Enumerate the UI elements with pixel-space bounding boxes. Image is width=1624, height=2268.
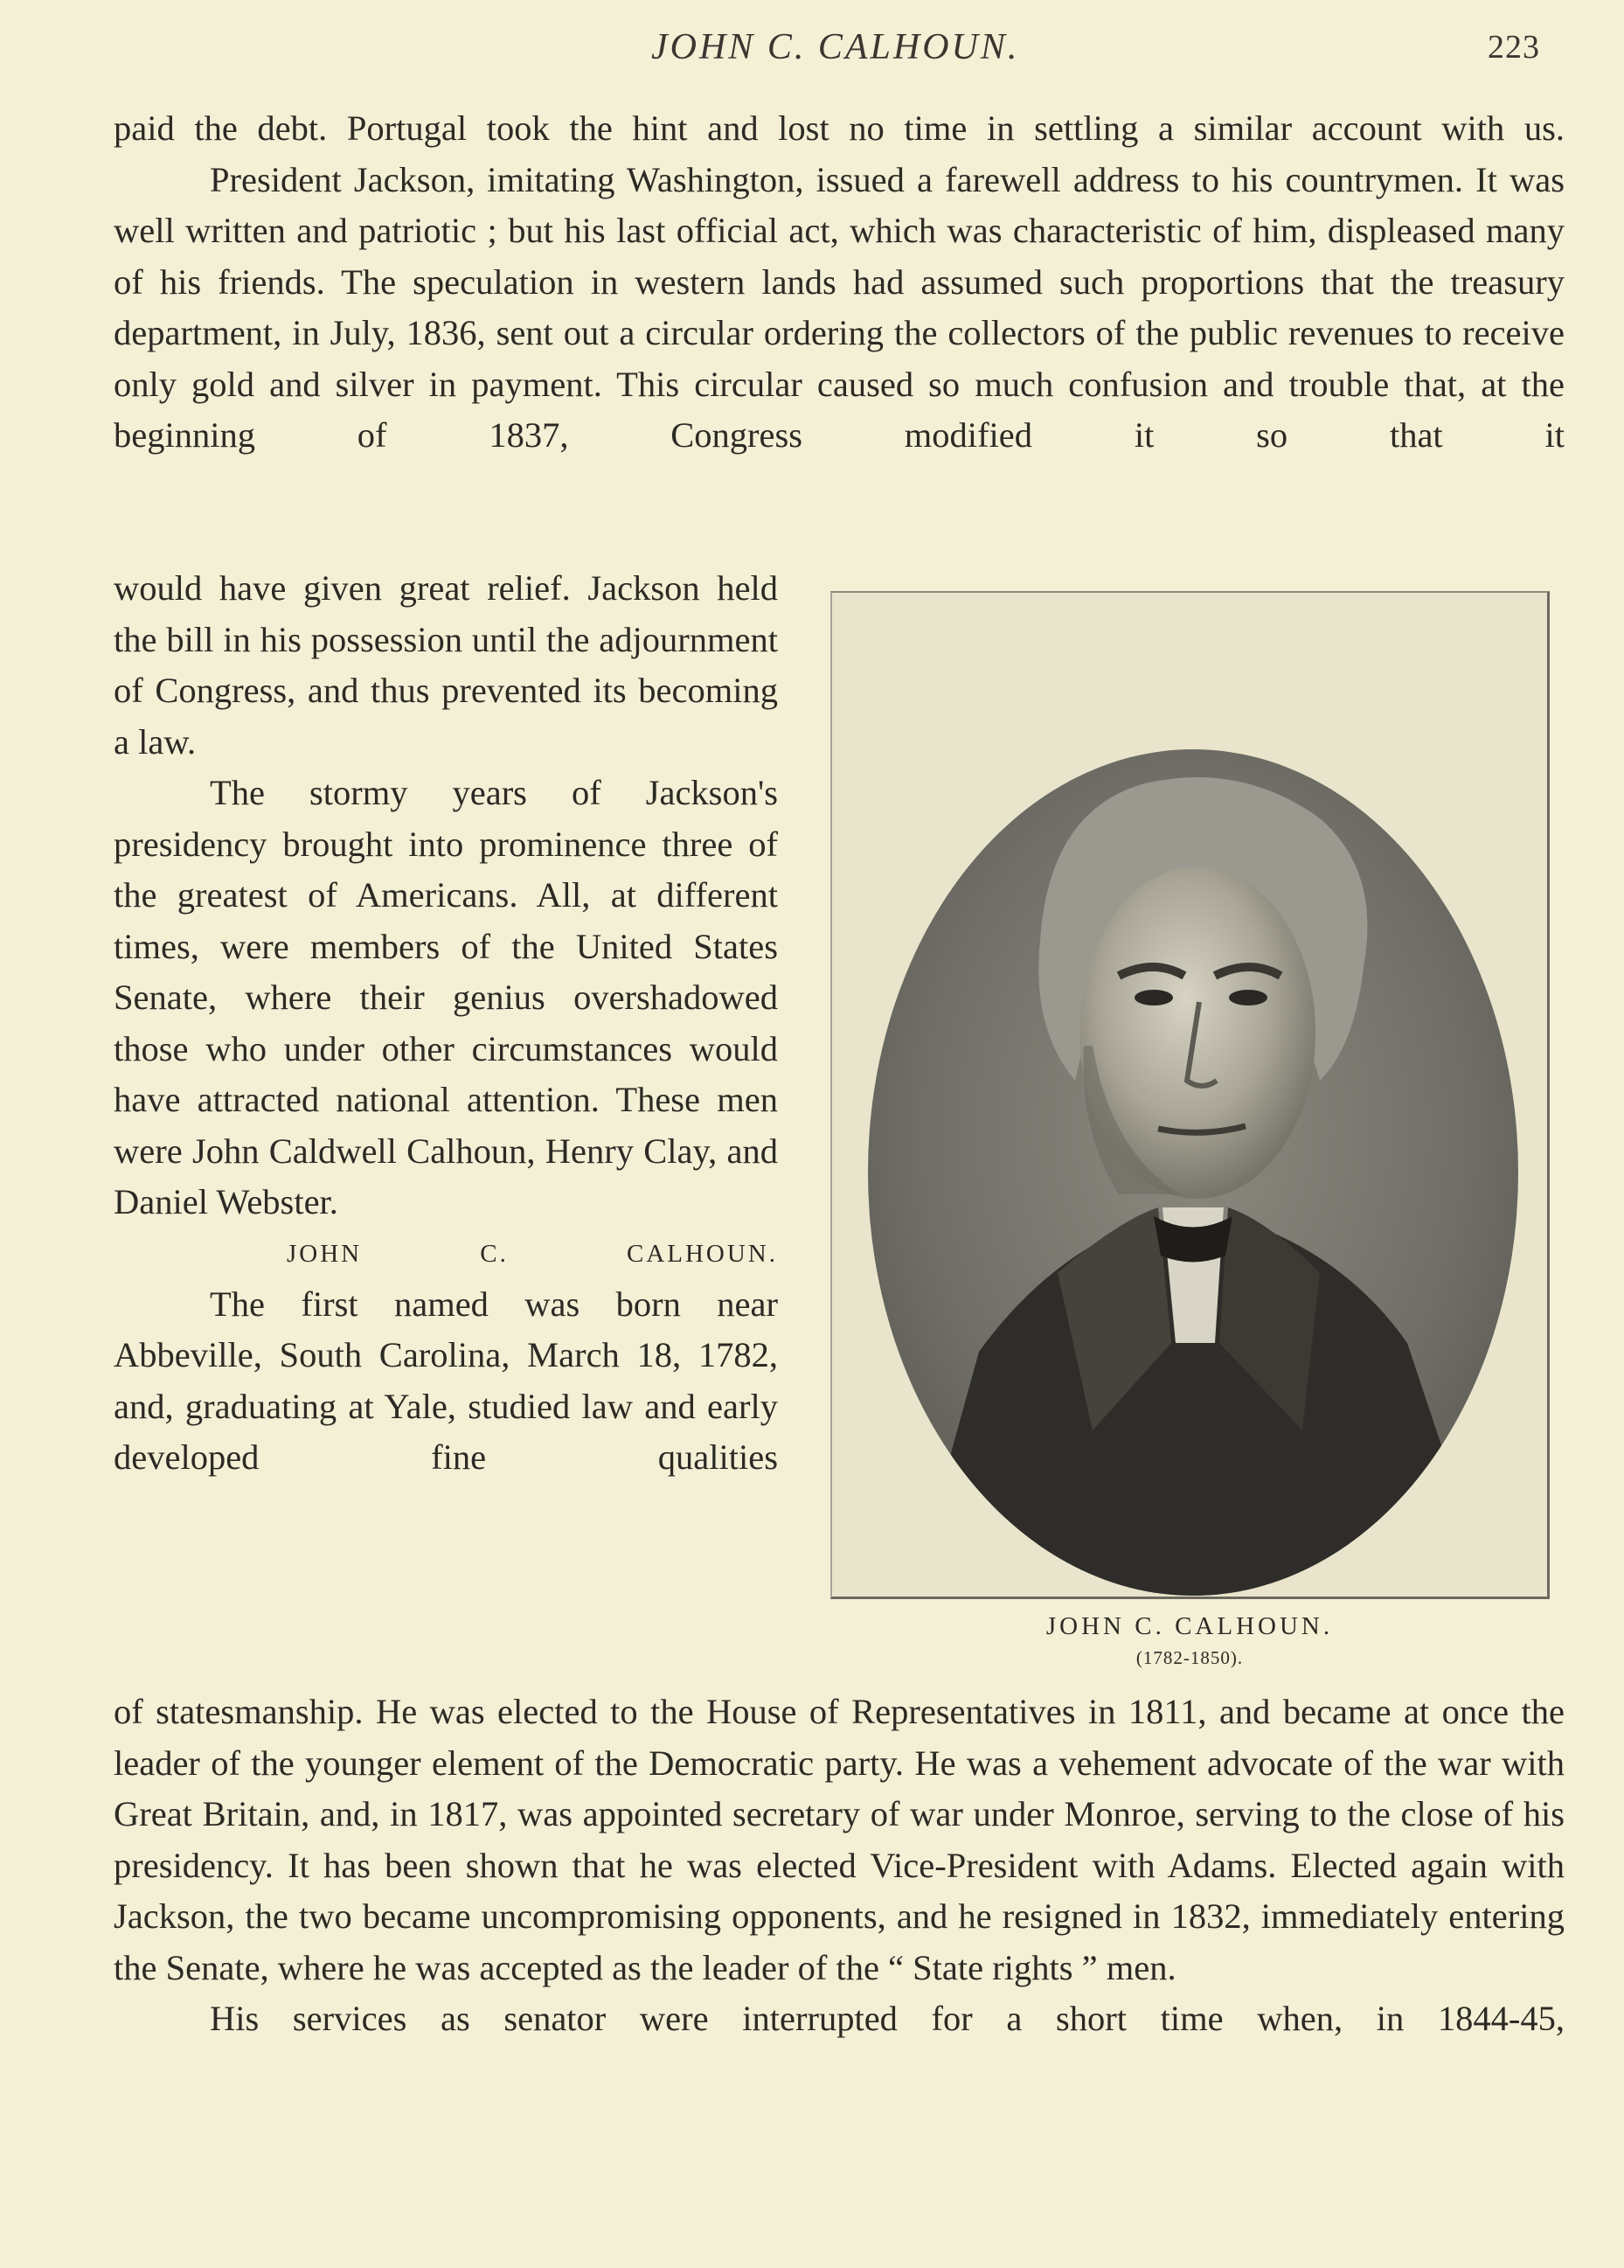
paragraph: paid the debt. Portugal took the hint and lost no time in settling a similar account with us. bbox=[114, 108, 1565, 148]
text-block-bottom bbox=[114, 1687, 1565, 2045]
portrait-figure bbox=[830, 591, 1549, 1597]
section-heading: JOHN C. CALHOUN. bbox=[287, 1239, 778, 1268]
page-number: 223 bbox=[1488, 29, 1540, 66]
running-header bbox=[0, 26, 1624, 70]
paragraph: of statesmanship. He was elected to the House of Representatives in 1811, and became at once the leader of the younger element of the Democratic party. He was a vehement advocate of the war with Great Britain, and, in 1817, was appointed secretary of war under Monroe, serving to the close of his presidency. It has been shown that he was elected Vice-President with Adams. Elected again with Jackson, the two became uncompromising opponents, and he resigned in 1832, immediately entering the Senate, where he was accepted as the leader of the “ State rights ” men. bbox=[114, 1692, 1565, 1987]
text-block-top bbox=[114, 103, 1565, 462]
paragraph: His services as senator were interrupted for a short time when, in 1844-45, bbox=[210, 1999, 1565, 2038]
caption-name: JOHN C. CALHOUN. bbox=[1045, 1612, 1334, 1640]
caption-dates: (1782-1850). bbox=[1135, 1647, 1244, 1668]
text-block-left-column bbox=[114, 563, 778, 1484]
paragraph: President Jackson, imitating Washington, issued a farewell address to his countrymen. It was well written and patriotic ; but his last official act, which was characteristic of him, displeased many of his friends. The speculation in western lands had assumed such proportions that the treasury department, in July, 1836, sent out a circular ordering the collectors of the public revenues to receive only gold and silver in payment. This circular caused so much confusion and trouble that, at the beginning of 1837, Congress modified it so that it bbox=[114, 159, 1565, 455]
running-title: JOHN C. CALHOUN. bbox=[651, 27, 1020, 67]
portrait-eye-right bbox=[1229, 990, 1267, 1005]
portrait-eye-left bbox=[1135, 990, 1173, 1005]
paragraph: would have given great relief. Jackson held the bill in his possession until the adjournment of Congress, and thus prevented its becoming a law. bbox=[114, 568, 778, 762]
paragraph: The stormy years of Jackson's presidency brought into prominence three of the greatest of Americans. All, at different times, were members of the United States Senate, where their genius overshadowed those who under other circumstances would have attracted national attention. These men were John Caldwell Calhoun, Henry Clay, and Daniel Webster. bbox=[114, 773, 778, 1221]
figure-caption bbox=[830, 1609, 1549, 1672]
portrait-image bbox=[830, 591, 1549, 1597]
paragraph: The first named was born near Abbeville, South Carolina, March 18, 1782, and, graduating at Yale, studied law and early developed fine qualities bbox=[114, 1284, 778, 1477]
